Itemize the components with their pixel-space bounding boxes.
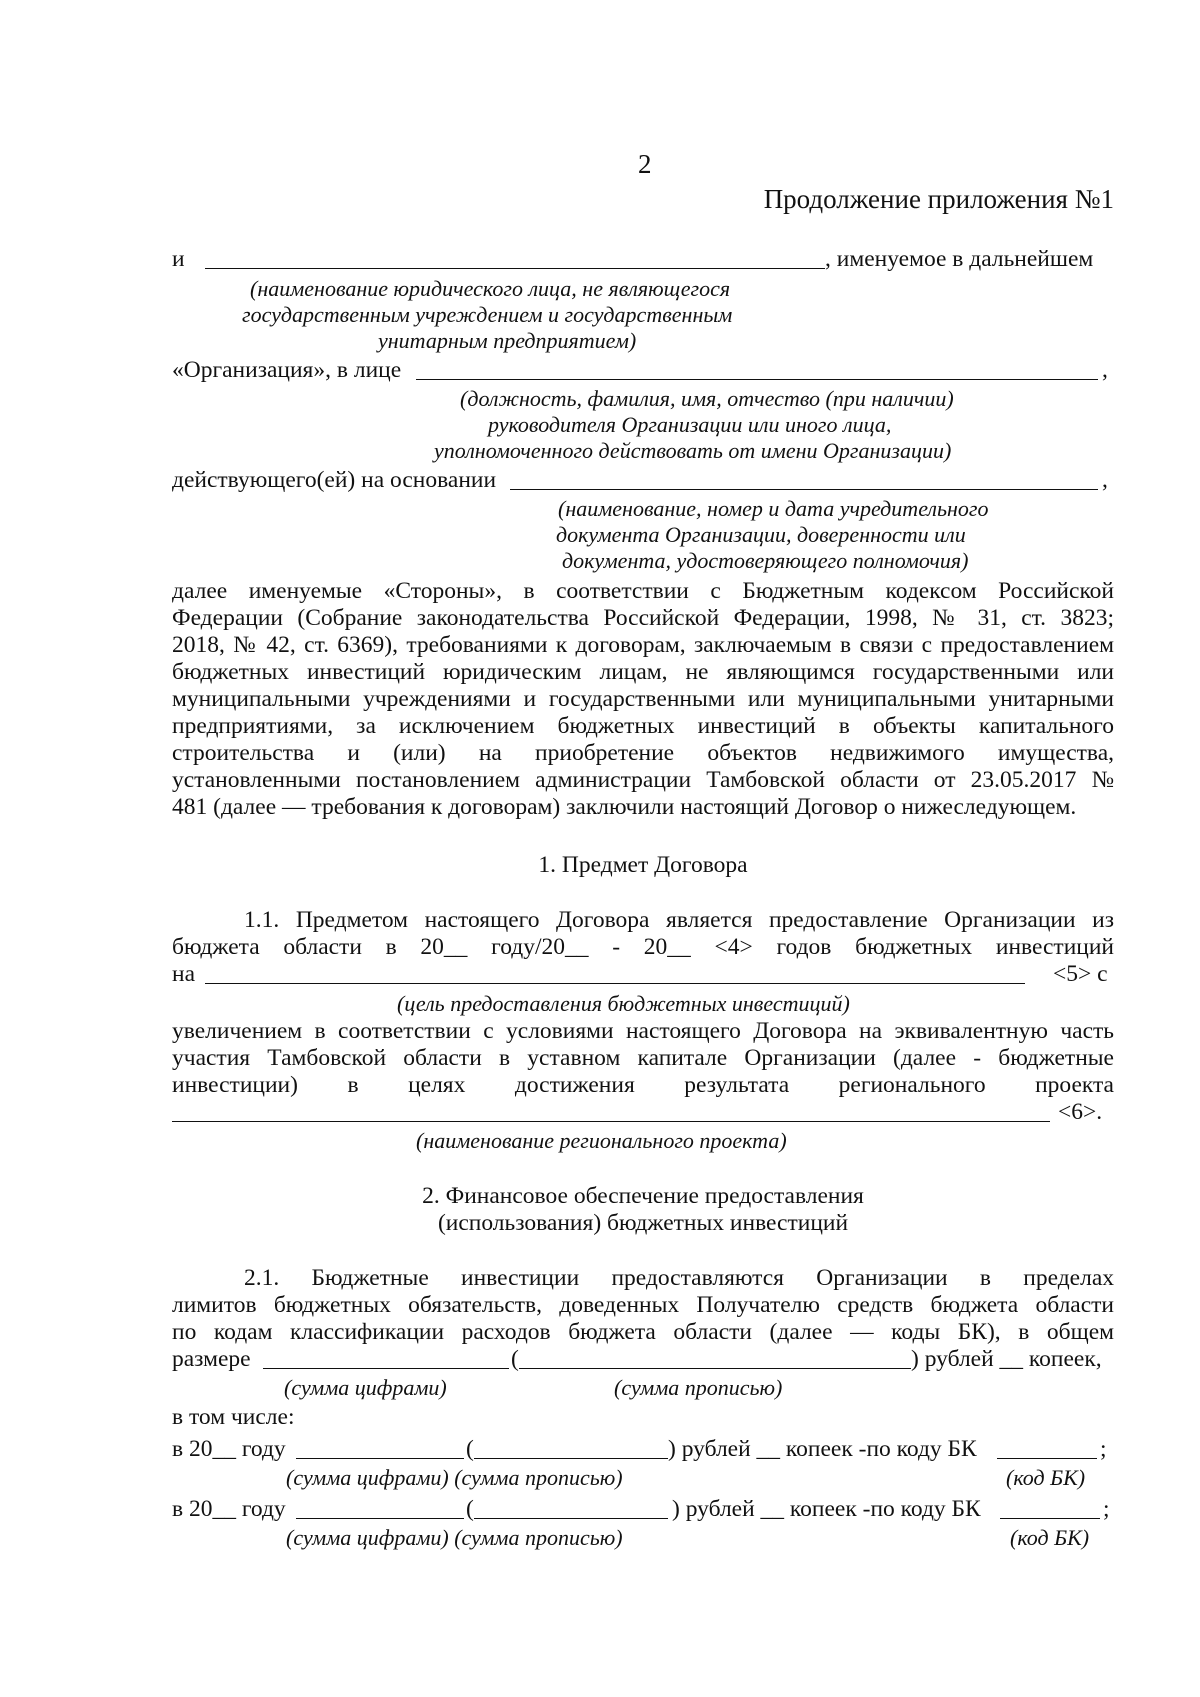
section-1-title: 1. Предмет Договора [538,852,748,878]
annex-title: Продолжение приложения №1 [763,184,1114,214]
year2-digits-blank [296,1518,464,1519]
caption-year1-sums: (сумма цифрами) (сумма прописью) [286,1465,623,1490]
sum-digits-blank [263,1368,509,1369]
caption-year1-code: (код БК) [1006,1465,1086,1490]
sum-words-blank [519,1368,911,1369]
s2-line-2: лимитов бюджетных обязательств, доведенных Получателю средств бюджета области [172,1292,1114,1318]
para-line: строительства и (или) на приобретение объектов недвижимого имущества, [172,740,1114,766]
s2-line-1: 2.1. Бюджетные инвестиции предоставляются Организации в пределах [244,1265,1114,1291]
caption-year2-sums: (сумма цифрами) (сумма прописью) [286,1525,623,1550]
caption-sum-digits: (сумма цифрами) [284,1375,447,1400]
referred-tail: , именуемое в дальнейшем [825,246,1094,272]
including-label: в том числе: [172,1404,295,1430]
year-label-2: в 20__ году [172,1496,286,1522]
org-name-blank [205,268,825,269]
org-in-person-label: «Организация», в лице [172,357,402,383]
on-label: на [172,961,196,987]
page-number: 2 [638,149,652,179]
caption-org-2: государственным учреждением и государственным [242,302,733,327]
year2-code-blank [1000,1518,1100,1519]
para-line: Федерации (Собрание законодательства Российской Федерации, 1998, № 31, ст. 3823; [172,605,1114,631]
caption-doc-1: (наименование, номер и дата учредительного [558,496,989,521]
year2-words-blank [474,1518,668,1519]
year1-words-blank [474,1458,668,1459]
year1-rub-kop: ) рублей __ копеек -по коду БК [668,1436,977,1462]
paren-open: ( [511,1346,519,1372]
caption-doc-2: документа Организации, доверенности или [556,522,966,547]
caption-doc-3: документа, удостоверяющего полномочия) [562,548,969,573]
year2-paren: ( [466,1496,474,1522]
basis-comma: , [1102,467,1108,493]
s1-line-1: 1.1. Предметом настоящего Договора является предоставление Организации из [244,907,1114,933]
person-comma: , [1102,357,1108,383]
caption-year2-code: (код БК) [1010,1525,1090,1550]
ref-5: <5> с [1053,961,1108,987]
para-last-line: 481 (далее — требования к договорам) заключили настоящий Договор о нижеследующем. [172,794,1077,820]
caption-person-2: руководителя Организации или иного лица, [488,412,892,437]
caption-person-3: уполномоченного действовать от имени Организации) [434,438,952,463]
para-line: далее именуемые «Стороны», в соответствии с Бюджетным кодексом Российской [172,578,1114,604]
s1-line-5: участия Тамбовской области в уставном капитале Организации (далее - бюджетные [172,1045,1114,1071]
year-label-1: в 20__ году [172,1436,286,1462]
year1-semicolon: ; [1100,1436,1107,1462]
caption-org-3: унитарным предприятием) [378,328,637,353]
caption-org-1: (наименование юридического лица, не являющегося [250,276,731,301]
year1-digits-blank [296,1458,464,1459]
year2-rub-kop: ) рублей __ копеек -по коду БК [672,1496,981,1522]
caption-project: (наименование регионального проекта) [416,1128,787,1153]
s2-line-3: по кодам классификации расходов бюджета области (далее — коды БК), в общем [172,1319,1114,1345]
basis-blank [510,489,1098,490]
caption-sum-words: (сумма прописью) [614,1375,783,1400]
year1-code-blank [997,1458,1097,1459]
s1-line-2: бюджета области в 20__ году/20__ - 20__ <4> годов бюджетных инвестиций [172,934,1114,960]
acting-basis-label: действующего(ей) на основании [172,467,497,493]
para-line: 2018, № 42, ст. 6369), требованиями к договорам, заключаемым в связи с предоставлением [172,632,1114,658]
ref-6: <6>. [1058,1099,1103,1125]
s1-line-6: инвестиции) в целях достижения результата регионального проекта [172,1072,1114,1098]
year1-paren: ( [466,1436,474,1462]
section-2-title-1: 2. Финансовое обеспечение предоставления [422,1183,864,1209]
rub-kop-label: ) рублей __ копеек, [911,1346,1102,1372]
section-2-title-2: (использования) бюджетных инвестиций [437,1210,849,1236]
size-label: размере [172,1346,251,1372]
para-line: предприятиями, за исключением бюджетных инвестиций в объекты капитального [172,713,1114,739]
para-line: установленными постановлением администрации Тамбовской области от 23.05.2017 № [172,767,1114,793]
project-blank [172,1121,1050,1122]
caption-person-1: (должность, фамилия, имя, отчество (при наличии) [460,386,954,411]
s1-line-4: увеличением в соответствии с условиями настоящего Договора на эквивалентную часть [172,1018,1114,1044]
para-line: муниципальными учреждениями и государственными или муниципальными унитарными [172,686,1114,712]
para-line: бюджетных инвестиций юридическим лицам, не являющимся государственными или [172,659,1114,685]
purpose-blank [205,983,1025,984]
caption-purpose: (цель предоставления бюджетных инвестиций) [397,991,850,1016]
year2-semicolon: ; [1103,1496,1110,1522]
person-blank [416,379,1098,380]
and-label: и [172,246,185,272]
